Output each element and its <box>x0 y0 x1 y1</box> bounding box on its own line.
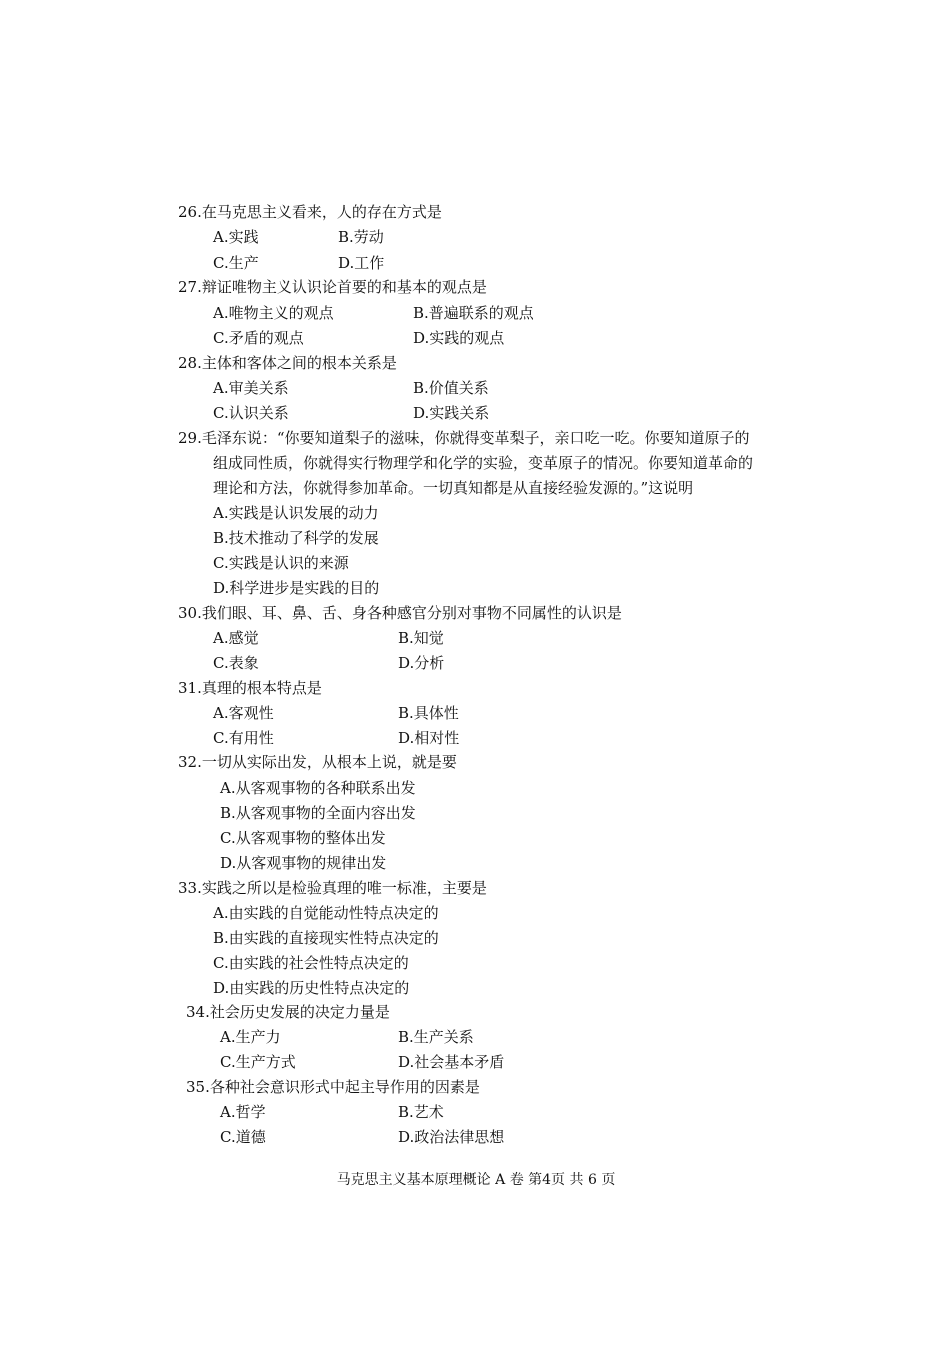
answer-option-d: D.由实践的历史性特点决定的 <box>213 979 410 997</box>
answer-option-a: A.实践 <box>213 228 259 246</box>
question-stem: 理论和方法，你就得参加革命。一切真知都是从直接经验发源的。”这说明 <box>213 479 694 497</box>
answer-option-c: C.道德 <box>220 1128 266 1146</box>
answer-option-a: A.客观性 <box>213 704 274 722</box>
answer-option-d: D.工作 <box>338 254 385 272</box>
answer-option-a: A.审美关系 <box>213 379 289 397</box>
question-stem: 34.社会历史发展的决定力量是 <box>186 1003 390 1021</box>
answer-option-c: C.由实践的社会性特点决定的 <box>213 954 409 972</box>
question-stem: 31.真理的根本特点是 <box>178 679 322 697</box>
answer-option-d: D.社会基本矛盾 <box>398 1053 505 1071</box>
question-stem: 29.毛泽东说：“你要知道梨子的滋味，你就得变革梨子，亲口吃一吃。你要知道原子的 <box>178 429 750 447</box>
answer-option-a: A.哲学 <box>220 1103 266 1121</box>
answer-option-c: C.有用性 <box>213 729 274 747</box>
answer-option-a: A.实践是认识发展的动力 <box>213 504 379 522</box>
answer-option-c: C.实践是认识的来源 <box>213 554 349 572</box>
answer-option-d: D.从客观事物的规律出发 <box>220 854 387 872</box>
answer-option-d: D.实践关系 <box>413 404 490 422</box>
answer-option-c: C.矛盾的观点 <box>213 329 304 347</box>
question-stem: 35.各种社会意识形式中起主导作用的因素是 <box>186 1078 480 1096</box>
answer-option-d: D.相对性 <box>398 729 460 747</box>
answer-option-b: B.艺术 <box>398 1103 444 1121</box>
answer-option-c: C.生产方式 <box>220 1053 296 1071</box>
answer-option-a: A.由实践的自觉能动性特点决定的 <box>213 904 439 922</box>
answer-option-d: D.分析 <box>398 654 445 672</box>
answer-option-c: C.生产 <box>213 254 259 272</box>
question-stem: 30.我们眼、耳、鼻、舌、身各种感官分别对事物不同属性的认识是 <box>178 604 622 622</box>
answer-option-b: B.生产关系 <box>398 1028 474 1046</box>
question-stem: 32.一切从实际出发，从根本上说，就是要 <box>178 753 457 771</box>
answer-option-c: C.认识关系 <box>213 404 289 422</box>
answer-option-a: A.从客观事物的各种联系出发 <box>220 779 416 797</box>
question-stem: 28.主体和客体之间的根本关系是 <box>178 354 397 372</box>
answer-option-a: A.感觉 <box>213 629 259 647</box>
answer-option-a: A.唯物主义的观点 <box>213 304 334 322</box>
answer-option-b: B.具体性 <box>398 704 459 722</box>
question-stem: 27.辩证唯物主义认识论首要的和基本的观点是 <box>178 278 487 296</box>
answer-option-b: B.技术推动了科学的发展 <box>213 529 379 547</box>
answer-option-d: D.科学进步是实践的目的 <box>213 579 380 597</box>
question-stem: 组成同性质，你就得实行物理学和化学的实验，变革原子的情况。你要知道革命的 <box>213 454 754 472</box>
answer-option-d: D.政治法律思想 <box>398 1128 505 1146</box>
answer-option-a: A.生产力 <box>220 1028 281 1046</box>
question-stem: 33.实践之所以是检验真理的唯一标准，主要是 <box>178 879 487 897</box>
answer-option-d: D.实践的观点 <box>413 329 505 347</box>
answer-option-b: B.劳动 <box>338 228 384 246</box>
answer-option-b: B.由实践的直接现实性特点决定的 <box>213 929 439 947</box>
question-stem: 26.在马克思主义看来，人的存在方式是 <box>178 203 442 221</box>
answer-option-b: B.普遍联系的观点 <box>413 304 534 322</box>
answer-option-b: B.从客观事物的全面内容出发 <box>220 804 416 822</box>
answer-option-b: B.价值关系 <box>413 379 489 397</box>
page-footer: 马克思主义基本原理概论 A 卷 第4页 共 6 页 <box>336 1172 616 1188</box>
answer-option-b: B.知觉 <box>398 629 444 647</box>
answer-option-c: C.从客观事物的整体出发 <box>220 829 386 847</box>
answer-option-c: C.表象 <box>213 654 259 672</box>
